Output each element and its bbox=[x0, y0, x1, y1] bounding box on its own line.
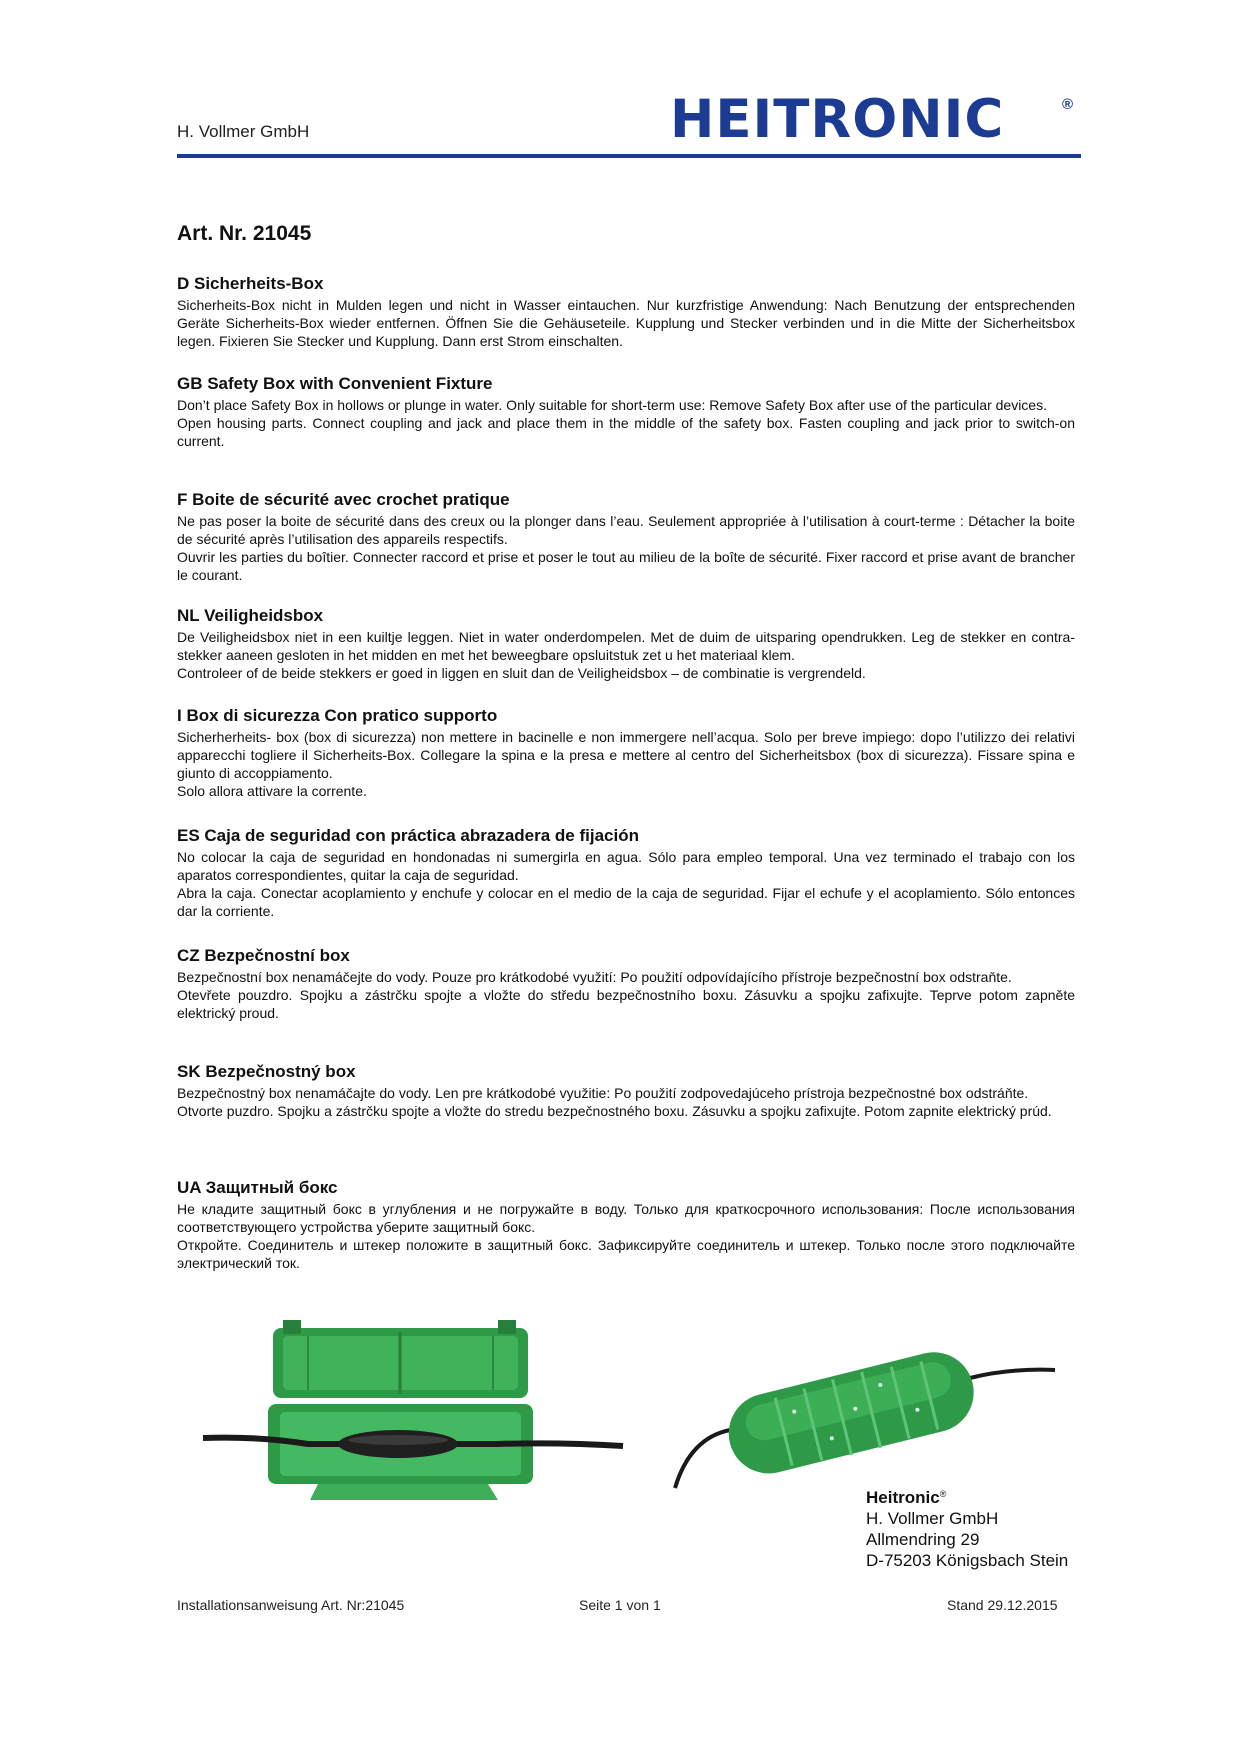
section-text: Don’t place Safety Box in hollows or plunge in water. Only suitable for short-term use: Remove Safety Box after use of the particular devices. bbox=[177, 397, 1047, 413]
section-text: Bezpečnostný box nenamáčajte do vody. Len pre krátkodobé využitie: Po použití zodpovedajúceho prístroja bezpečnostné box odstráňte. bbox=[177, 1085, 1029, 1101]
section-heading: I Box di sicurezza Con pratico supporto bbox=[177, 706, 498, 725]
section-text: No colocar la caja de seguridad en hondonadas ni sumergirla en agua. Sólo para empleo temporal. Una vez terminado el trabajo con los aparatos correspondientes, quitar la caja de seguridad. bbox=[177, 849, 1075, 883]
section-heading: UA Защитный бокс bbox=[177, 1178, 338, 1197]
address-city: D-75203 Königsbach Stein bbox=[866, 1551, 1069, 1570]
section-text: Otvorte puzdro. Spojku a zástrčku spojte a vložte do stredu bezpečnostného boxu. Zásuvku a spojku zafixujte. Potom zapnite elektrický prúd. bbox=[177, 1103, 1052, 1119]
section-text: Bezpečnostní box nenamáčejte do vody. Pouze pro krátkodobé využití: Po použití odpovídajícího přístroje bezpečnostní box odstraňte. bbox=[177, 969, 1012, 985]
section-heading: CZ Bezpečnostní box bbox=[177, 946, 350, 965]
company-name: H. Vollmer GmbH bbox=[177, 122, 310, 141]
section-text: Sicherherheits- box (box di sicurezza) non mettere in bacinelle e non immergere nell’acqua. Solo per breve impiego: dopo l’utilizzo dei relativi apparecchi togliere il Sicherheits-Box. Collegare la spina e la presa e mettere al centro del Sicherheitsbox (box di sicurezza). Fissare spina e giunto di accoppiamento. bbox=[177, 729, 1075, 781]
article-number-title: Art. Nr. 21045 bbox=[177, 222, 312, 245]
section-ua bbox=[177, 1178, 1075, 1272]
section-de bbox=[177, 274, 1075, 350]
cable-left bbox=[675, 1430, 730, 1488]
brand-registered-mark: ® bbox=[939, 1489, 947, 1499]
heitronic-logo bbox=[670, 89, 1080, 152]
section-nl bbox=[177, 606, 1075, 682]
address-street: Allmendring 29 bbox=[866, 1530, 980, 1549]
section-text: Ne pas poser la boite de sécurité dans des creux ou la plonger dans l’eau. Seulement appropriée à l’utilisation à court-terme : Détacher la boite de sécurité après l’utilisation des appareils respectifs. bbox=[177, 513, 1075, 547]
section-text: De Veiligheidsbox niet in een kuiltje leggen. Niet in water onderdompelen. Met de duim de uitsparing opendrukken. Leg de stekker en contra-stekker aaneen gesloten in het midden en met het beweegbare opsluitstuk zet u het materiaal klem. bbox=[177, 629, 1075, 663]
section-heading: SK Bezpečnostný box bbox=[177, 1062, 356, 1081]
section-cz bbox=[177, 946, 1075, 1022]
section-heading: F Boite de sécurité avec crochet pratique bbox=[177, 490, 510, 509]
logo-wordmark: HEITRONIC bbox=[670, 89, 1005, 150]
section-heading: D Sicherheits-Box bbox=[177, 274, 324, 293]
section-text: Abra la caja. Conectar acoplamiento y enchufe y colocar en el medio de la caja de seguridad. Fijar el echufe y el acoplamiento. Sólo entonces dar la corriente. bbox=[177, 885, 1075, 919]
section-text: Откройте. Соединитель и штекер положите в защитный бокс. Зафиксируйте соединитель и штекер. Только после этого подключайте электрический ток. bbox=[177, 1237, 1075, 1271]
section-gb bbox=[177, 374, 1075, 450]
section-text: Solo allora attivare la corrente. bbox=[177, 783, 367, 799]
section-fr bbox=[177, 490, 1075, 584]
cable-right bbox=[970, 1370, 1055, 1378]
address-brand: Heitronic® bbox=[866, 1488, 947, 1507]
section-text: Controleer of de beide stekkers er goed in liggen en sluit dan de Veiligheidsbox – de combinatie is vergrendeld. bbox=[177, 665, 866, 681]
section-heading: NL Veiligheidsbox bbox=[177, 606, 324, 625]
section-text: Open housing parts. Connect coupling and jack and place them in the middle of the safety box. Fasten coupling and jack prior to switch-on current. bbox=[177, 415, 1075, 449]
section-text: Не кладите защитный бокс в углубления и не погружайте в воду. Только для краткосрочного использования: После использования соответствующего устройства уберите защитный бокс. bbox=[177, 1201, 1075, 1235]
address-company: H. Vollmer GmbH bbox=[866, 1509, 999, 1528]
footer-document-title: Installationsanweisung Art. Nr:21045 bbox=[177, 1597, 405, 1613]
registered-mark: ® bbox=[1062, 96, 1074, 113]
header-rule bbox=[177, 154, 1081, 158]
footer-page-number: Seite 1 von 1 bbox=[579, 1597, 661, 1613]
open-safety-box-image bbox=[198, 1318, 628, 1508]
section-heading: ES Caja de seguridad con práctica abrazadera de fijación bbox=[177, 826, 639, 845]
footer-date: Stand 29.12.2015 bbox=[947, 1597, 1058, 1613]
section-text: Sicherheits-Box nicht in Mulden legen und nicht in Wasser eintauchen. Nur kurzfristige Anwendung: Nach Benutzung der entsprechenden Geräte Sicherheits-Box wieder entfernen. Öffnen Sie die Gehäuseteile. Kupplung und Stecker verbinden und in die Mitte der Sicherheitsbox legen. Fixieren Sie Stecker und Kupplung. Dann erst Strom einschalten. bbox=[177, 297, 1075, 349]
closed-safety-box-image bbox=[670, 1338, 1060, 1508]
manufacturer-address bbox=[866, 1484, 1068, 1571]
section-heading: GB Safety Box with Convenient Fixture bbox=[177, 374, 493, 393]
section-sk bbox=[177, 1062, 1075, 1120]
section-text: Ouvrir les parties du boîtier. Connecter raccord et prise et poser le tout au milieu de la boîte de sécurité. Fixer raccord et prise avant de brancher le courant. bbox=[177, 549, 1075, 583]
section-es bbox=[177, 826, 1075, 920]
section-text: Otevřete pouzdro. Spojku a zástrčku spojte a vložte do středu bezpečnostního boxu. Zásuvku a spojku zafixujte. Teprve potom zapněte elektrický proud. bbox=[177, 987, 1075, 1021]
section-it bbox=[177, 706, 1075, 800]
